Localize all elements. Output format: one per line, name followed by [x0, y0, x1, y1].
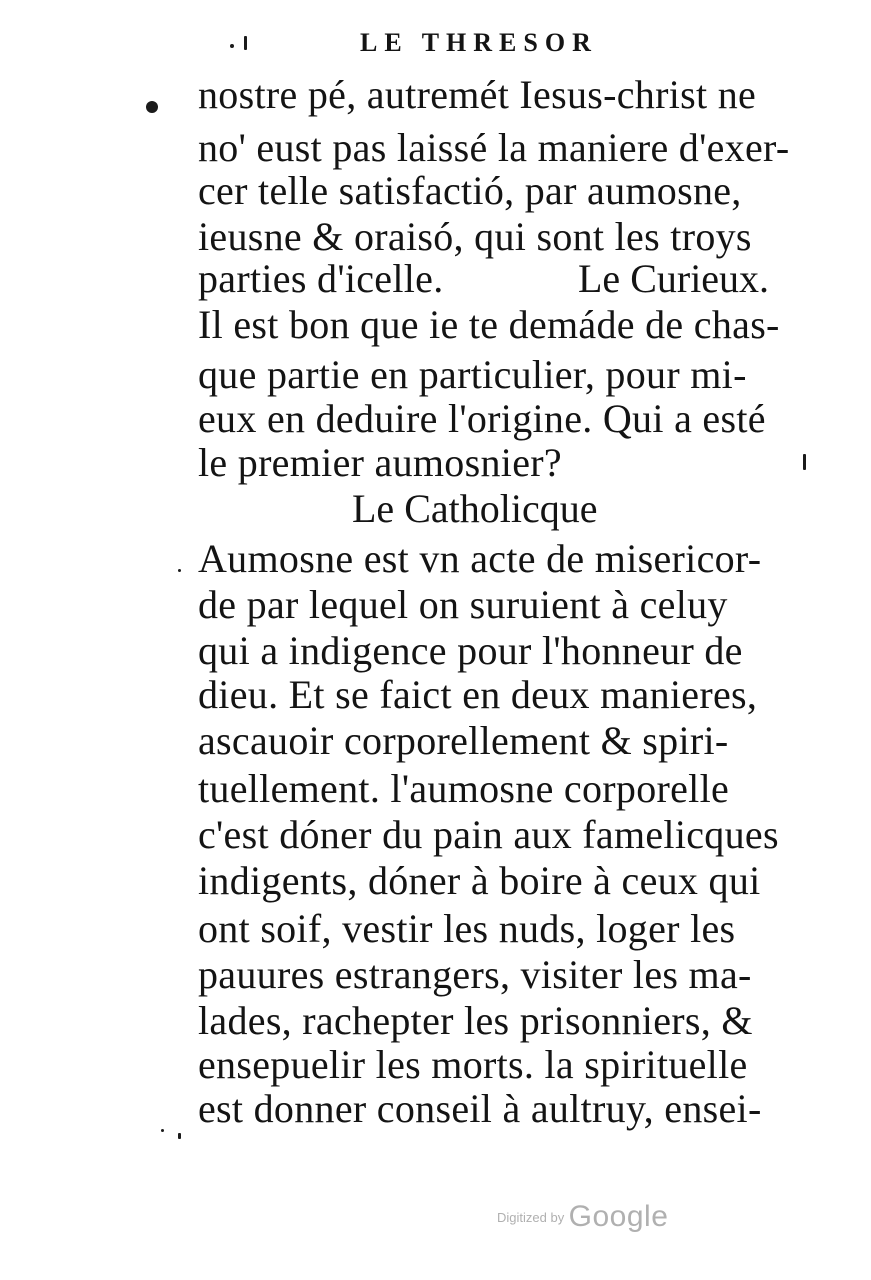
- running-header: LE THRESOR: [360, 28, 598, 57]
- speaker-label-curieux: Le Curieux.: [578, 256, 770, 301]
- ink-speck: [803, 454, 806, 470]
- text-line-22: est donner conseil à aultruy, ensei-: [198, 1086, 762, 1131]
- text-line-8: eux en deduire l'origine. Qui a esté: [198, 396, 766, 441]
- text-line-4: ieusne & oraisó, qui sont les troys: [198, 214, 752, 259]
- google-logo: Google: [568, 1200, 669, 1233]
- watermark-prefix: Digitized by: [497, 1210, 565, 1225]
- text-line-16: c'est dóner du pain aux famelicques: [198, 812, 779, 857]
- ink-speck: [178, 569, 181, 572]
- ink-blot: [146, 101, 158, 113]
- ink-speck: [161, 1129, 164, 1132]
- text-line-10: Aumosne est vn acte de misericor-: [198, 536, 762, 581]
- text-line-12: qui a indigence pour l'honneur de: [198, 628, 743, 673]
- ink-speck: [230, 44, 234, 48]
- text-line-13: dieu. Et se faict en deux manieres,: [198, 672, 758, 717]
- text-line-21: ensepuelir les morts. la spirituelle: [198, 1042, 748, 1087]
- text-line-5: parties d'icelle.: [198, 256, 444, 301]
- text-line-19: pauures estrangers, visiter les ma-: [198, 952, 752, 997]
- ink-speck: [244, 36, 247, 50]
- text-line-2: no' eust pas laissé la maniere d'exer-: [198, 125, 790, 170]
- digitization-watermark: [497, 1200, 668, 1234]
- text-line-15: tuellement. l'aumosne corporelle: [198, 766, 730, 811]
- text-line-20: lades, rachepter les prisonniers, &: [198, 998, 753, 1043]
- ink-speck: [178, 1133, 181, 1139]
- speaker-label-catholicque: Le Catholicque: [352, 486, 598, 531]
- text-line-7: que partie en particulier, pour mi-: [198, 352, 747, 397]
- text-line-1: nostre pé, autremét Iesus-christ ne: [198, 72, 757, 117]
- text-line-11: de par lequel on suruient à celuy: [198, 582, 728, 627]
- text-line-3: cer telle satisfactió, par aumosne,: [198, 168, 742, 213]
- text-line-6: Il est bon que ie te demáde de chas-: [198, 302, 780, 347]
- text-line-14: ascauoir corporellement & spiri-: [198, 718, 729, 763]
- text-line-18: ont soif, vestir les nuds, loger les: [198, 906, 736, 951]
- text-line-17: indigents, dóner à boire à ceux qui: [198, 858, 761, 903]
- text-line-9: le premier aumosnier?: [198, 440, 562, 485]
